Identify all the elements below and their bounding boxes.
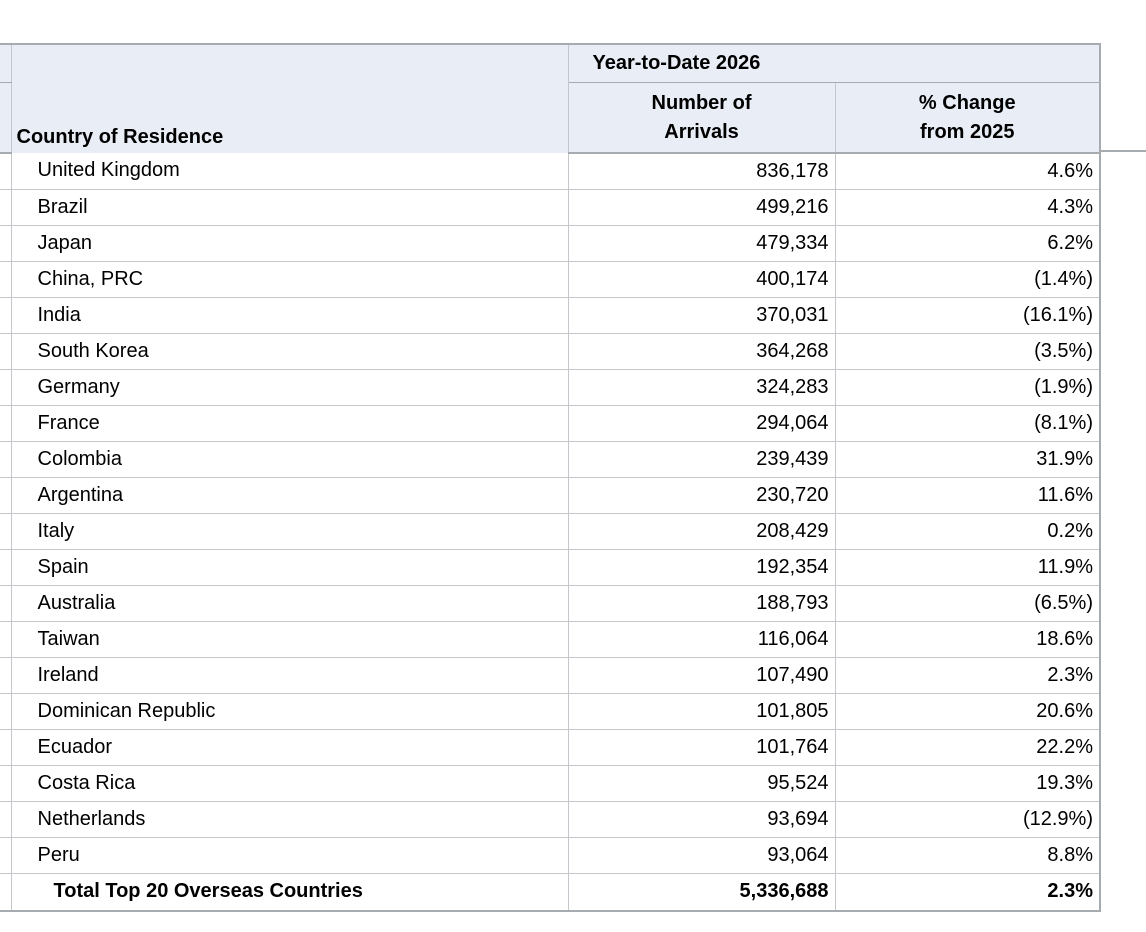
- change-cell: 2.3%: [835, 657, 1100, 693]
- country-cell: Argentina: [11, 477, 568, 513]
- table-row: [0, 585, 1100, 621]
- country-cell: Ecuador: [11, 729, 568, 765]
- change-column-header: [835, 82, 1100, 153]
- change-cell: 18.6%: [835, 621, 1100, 657]
- gutter-cell: [0, 225, 11, 261]
- table-row: [0, 441, 1100, 477]
- change-cell: 0.2%: [835, 513, 1100, 549]
- arrivals-cell: 400,174: [568, 261, 835, 297]
- arrivals-cell: 93,064: [568, 837, 835, 873]
- arrivals-cell: 107,490: [568, 657, 835, 693]
- country-cell: Peru: [11, 837, 568, 873]
- country-cell: Spain: [11, 549, 568, 585]
- country-column-header: Country of Residence: [11, 44, 568, 153]
- arrivals-cell: 239,439: [568, 441, 835, 477]
- gutter-cell: [0, 513, 11, 549]
- change-cell: (3.5%): [835, 333, 1100, 369]
- table-row: [0, 189, 1100, 225]
- country-cell: Colombia: [11, 441, 568, 477]
- change-cell: 11.9%: [835, 549, 1100, 585]
- change-cell: 4.6%: [835, 153, 1100, 189]
- arrivals-cell: 479,334: [568, 225, 835, 261]
- table-row: [0, 297, 1100, 333]
- gutter-cell: [0, 585, 11, 621]
- country-cell: Netherlands: [11, 801, 568, 837]
- table-row: [0, 657, 1100, 693]
- gutter-cell: [0, 44, 11, 82]
- country-cell: Italy: [11, 513, 568, 549]
- arrivals-cell: 370,031: [568, 297, 835, 333]
- country-cell: China, PRC: [11, 261, 568, 297]
- gutter-cell: [0, 801, 11, 837]
- arrivals-cell: 101,764: [568, 729, 835, 765]
- change-cell: 19.3%: [835, 765, 1100, 801]
- change-cell: 11.6%: [835, 477, 1100, 513]
- change-header-line1: % Change: [918, 92, 1016, 114]
- table-row: [0, 549, 1100, 585]
- change-cell: (16.1%): [835, 297, 1100, 333]
- gutter-cell: [0, 621, 11, 657]
- table-row: [0, 621, 1100, 657]
- table-row: [0, 693, 1100, 729]
- arrivals-cell: 101,805: [568, 693, 835, 729]
- table-row: [0, 153, 1100, 189]
- change-cell: (8.1%): [835, 405, 1100, 441]
- gutter-cell: [0, 333, 11, 369]
- table-row: [0, 261, 1100, 297]
- table-row: [0, 837, 1100, 873]
- gutter-cell: [0, 82, 11, 153]
- country-cell: India: [11, 297, 568, 333]
- arrivals-cell: 188,793: [568, 585, 835, 621]
- gutter-cell: [0, 693, 11, 729]
- gutter-cell: [0, 297, 11, 333]
- change-cell: (1.4%): [835, 261, 1100, 297]
- table-row: [0, 405, 1100, 441]
- gutter-cell: [0, 729, 11, 765]
- arrivals-table: [0, 43, 1101, 912]
- change-cell: 8.8%: [835, 837, 1100, 873]
- country-cell: Australia: [11, 585, 568, 621]
- table-row: [0, 369, 1100, 405]
- country-cell: Brazil: [11, 189, 568, 225]
- total-row: [0, 873, 1100, 911]
- arrivals-header-line2: Arrivals: [664, 121, 739, 143]
- arrivals-header-line1: Number of: [651, 92, 752, 114]
- gutter-cell: [0, 153, 11, 189]
- table-row: [0, 333, 1100, 369]
- gutter-cell: [0, 477, 11, 513]
- gutter-cell: [0, 549, 11, 585]
- country-cell: Ireland: [11, 657, 568, 693]
- change-cell: (12.9%): [835, 801, 1100, 837]
- change-cell: (6.5%): [835, 585, 1100, 621]
- change-header-line2: from 2025: [920, 121, 1015, 143]
- country-cell: Dominican Republic: [11, 693, 568, 729]
- arrivals-cell: 208,429: [568, 513, 835, 549]
- arrivals-column-header: [568, 82, 835, 153]
- total-label: Total Top 20 Overseas Countries: [11, 873, 568, 911]
- group-header-row: [0, 44, 1100, 82]
- total-change-value: 2.3%: [835, 873, 1100, 911]
- gutter-cell: [0, 369, 11, 405]
- total-arrivals-value: 5,336,688: [568, 873, 835, 911]
- country-cell: United Kingdom: [11, 153, 568, 189]
- table-row: [0, 225, 1100, 261]
- gutter-cell: [0, 189, 11, 225]
- change-cell: 20.6%: [835, 693, 1100, 729]
- gutter-cell: [0, 405, 11, 441]
- arrivals-cell: 230,720: [568, 477, 835, 513]
- arrivals-cell: 294,064: [568, 405, 835, 441]
- change-cell: (1.9%): [835, 369, 1100, 405]
- year-to-date-group-header: Year-to-Date 2026: [568, 44, 1100, 82]
- change-cell: 6.2%: [835, 225, 1100, 261]
- arrivals-cell: 836,178: [568, 153, 835, 189]
- change-cell: 4.3%: [835, 189, 1100, 225]
- arrivals-cell: 93,694: [568, 801, 835, 837]
- gutter-cell: [0, 657, 11, 693]
- gutter-cell: [0, 837, 11, 873]
- country-cell: South Korea: [11, 333, 568, 369]
- country-cell: Costa Rica: [11, 765, 568, 801]
- gutter-cell: [0, 765, 11, 801]
- table-row: [0, 477, 1100, 513]
- arrivals-cell: 364,268: [568, 333, 835, 369]
- table-row: [0, 801, 1100, 837]
- table-row: [0, 765, 1100, 801]
- country-cell: Japan: [11, 225, 568, 261]
- gutter-cell: [0, 441, 11, 477]
- country-cell: France: [11, 405, 568, 441]
- header-rule-extension: [1100, 150, 1146, 152]
- country-cell: Taiwan: [11, 621, 568, 657]
- table-row: [0, 513, 1100, 549]
- arrivals-cell: 116,064: [568, 621, 835, 657]
- table-row: [0, 729, 1100, 765]
- gutter-cell: [0, 261, 11, 297]
- arrivals-cell: 192,354: [568, 549, 835, 585]
- arrivals-cell: 324,283: [568, 369, 835, 405]
- arrivals-cell: 95,524: [568, 765, 835, 801]
- arrivals-cell: 499,216: [568, 189, 835, 225]
- change-cell: 31.9%: [835, 441, 1100, 477]
- country-cell: Germany: [11, 369, 568, 405]
- change-cell: 22.2%: [835, 729, 1100, 765]
- gutter-cell: [0, 873, 11, 911]
